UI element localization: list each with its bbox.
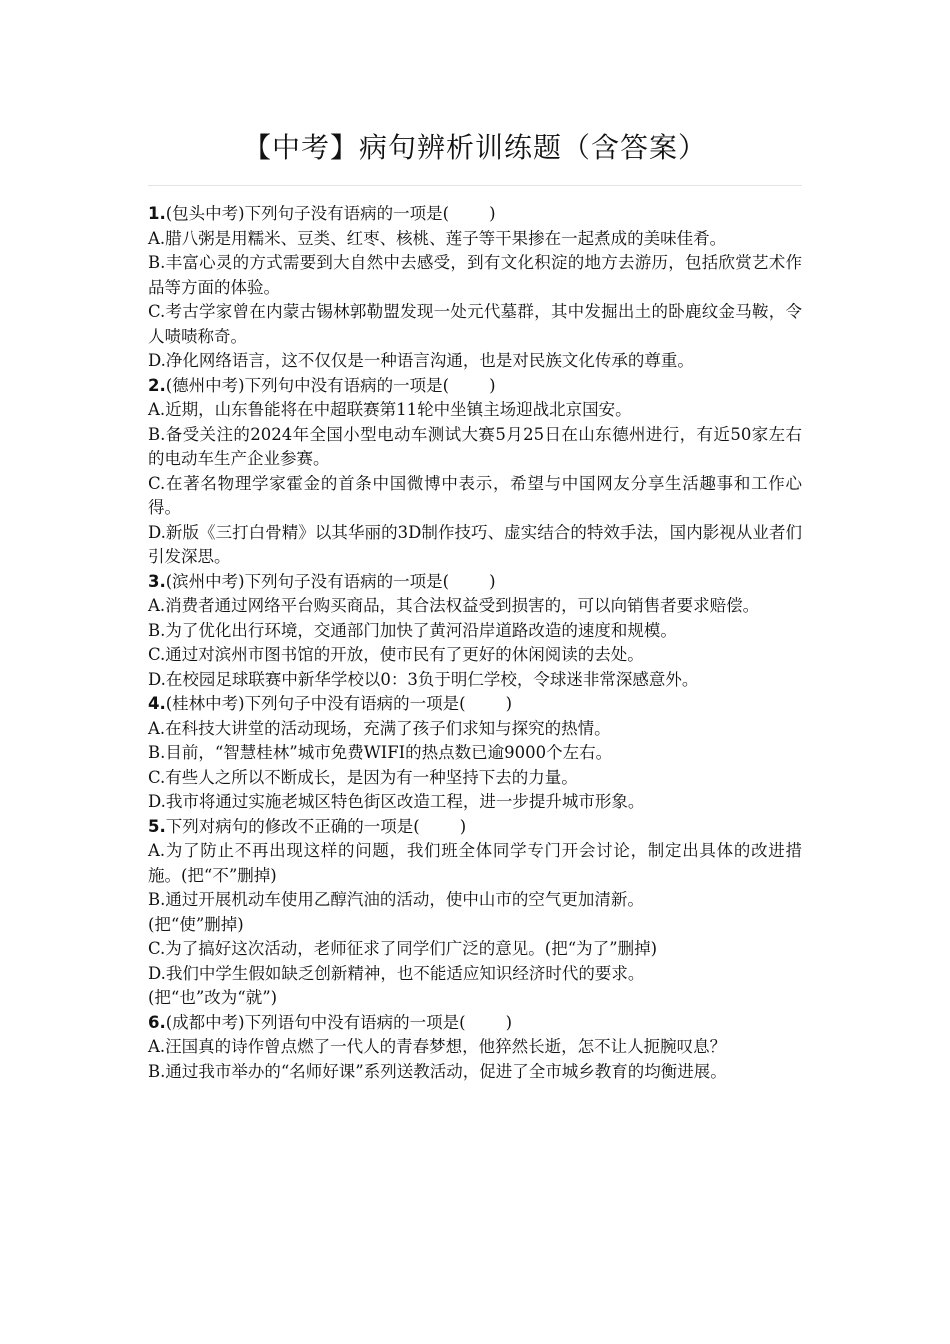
- question-list: [148, 202, 802, 1084]
- option-b: B.通过我市举办的“名师好课”系列送教活动，促进了全市城乡教育的均衡进展。: [148, 1061, 727, 1081]
- option-a: A.近期，山东鲁能将在中超联赛第11轮中坐镇主场迎战北京国安。: [148, 400, 632, 419]
- question-close-paren: ): [489, 204, 496, 223]
- option-d: D.在校园足球联赛中新华学校以0：3负于明仁学校，令球迷非常深感意外。: [148, 669, 699, 689]
- question-3: [148, 570, 802, 693]
- question-number: 2.: [148, 375, 166, 395]
- question-number: 4.: [148, 694, 166, 713]
- question-number: 6.: [148, 1012, 166, 1032]
- question-close-paren: ): [489, 375, 496, 395]
- option-b: B.丰富心灵的方式需要到大自然中去感受，到有文化积淀的地方去游历，包括欣赏艺术作品等方面的体验。: [148, 253, 802, 297]
- option-d: D.我市将通过实施老城区特色街区改造工程，进一步提升城市形象。: [148, 792, 645, 811]
- option-d: D.我们中学生假如缺乏创新精神，也不能适应知识经济时代的要求。: [148, 963, 645, 983]
- question-stem: [148, 374, 802, 399]
- answer-blank: [466, 692, 506, 717]
- title-divider: [148, 185, 802, 186]
- option-a: A.在科技大讲堂的活动现场，充满了孩子们求知与探究的热情。: [148, 718, 611, 738]
- option-a: A.为了防止不再出现这样的问题，我们班全体同学专门开会讨论，制定出具体的改进措施。(把“不”删掉): [148, 841, 802, 885]
- question-close-paren: ): [459, 816, 467, 836]
- question-close-paren: ): [489, 571, 496, 591]
- option-c: C.为了搞好这次活动，老师征求了同学们广泛的意见。(把“为了”删掉): [148, 939, 658, 958]
- option-d: D.新版《三打白骨精》以其华丽的3D制作技巧、虚实结合的特效手法，国内影视从业者们引发深思。: [148, 522, 802, 566]
- question-4: [148, 692, 802, 815]
- question-5: [148, 815, 802, 1011]
- question-text: (包头中考)下列句子没有语病的一项是(: [165, 204, 450, 223]
- document-title: 【中考】病句辨析训练题（含答案）: [242, 131, 707, 164]
- question-text: (桂林中考)下列句子中没有语病的一项是(: [165, 694, 466, 713]
- option-c: C.在著名物理学家霍金的首条中国微博中表示，希望与中国网友分享生活趣事和工作心得。: [148, 473, 802, 517]
- question-close-paren: ): [505, 1012, 512, 1032]
- option-d-note: (把“也”改为“就”): [148, 988, 278, 1007]
- question-text: (滨州中考)下列句子没有语病的一项是(: [165, 571, 450, 591]
- option-a: A.腊八粥是用糯米、豆类、红枣、核桃、莲子等干果掺在一起煮成的美味佳肴。: [148, 228, 727, 248]
- question-2: [148, 374, 802, 570]
- option-b: B.为了优化出行环境，交通部门加快了黄河沿岸道路改造的速度和规模。: [148, 620, 677, 640]
- question-stem: [148, 692, 802, 717]
- question-stem: [148, 202, 802, 227]
- option-a: A.消费者通过网络平台购买商品，其合法权益受到损害的，可以向销售者要求赔偿。: [148, 596, 760, 615]
- option-c: C.考古学家曾在内蒙古锡林郭勒盟发现一处元代墓群，其中发掘出土的卧鹿纹金马鞍，令人啧啧称奇。: [148, 302, 802, 346]
- question-number: 1.: [148, 204, 166, 223]
- question-number: 5.: [148, 816, 166, 836]
- question-text: (德州中考)下列句中没有语病的一项是(: [165, 375, 450, 395]
- question-stem: [148, 1011, 802, 1036]
- question-stem: [148, 815, 802, 840]
- question-1: [148, 202, 802, 374]
- option-b: B.目前，“智慧桂林”城市免费WIFI的热点数已逾9000个左右。: [148, 743, 613, 762]
- answer-blank: [420, 815, 460, 840]
- answer-blank: [449, 570, 489, 595]
- option-b: B.通过开展机动车使用乙醇汽油的活动，使中山市的空气更加清新。: [148, 890, 644, 909]
- question-text: 下列对病句的修改不正确的一项是(: [165, 816, 420, 836]
- question-stem: [148, 570, 802, 595]
- question-number: 3.: [148, 571, 166, 591]
- option-c: C.通过对滨州市图书馆的开放，使市民有了更好的休闲阅读的去处。: [148, 645, 644, 664]
- answer-blank: [466, 1011, 506, 1036]
- question-close-paren: ): [505, 694, 512, 713]
- question-6: [148, 1011, 802, 1085]
- option-c: C.有些人之所以不断成长，是因为有一种坚持下去的力量。: [148, 767, 578, 787]
- option-d: D.净化网络语言，这不仅仅是一种语言沟通，也是对民族文化传承的尊重。: [148, 351, 694, 370]
- question-text: (成都中考)下列语句中没有语病的一项是(: [165, 1012, 466, 1032]
- option-a: A.汪国真的诗作曾点燃了一代人的青春梦想，他猝然长逝，怎不让人扼腕叹息？: [148, 1037, 727, 1056]
- answer-blank: [449, 374, 489, 399]
- answer-blank: [449, 202, 489, 227]
- option-b: B.备受关注的2024年全国小型电动车测试大赛5月25日在山东德州进行，有近50家左右的电动车生产企业参赛。: [148, 424, 802, 468]
- option-b-note: (把“使”删掉): [148, 914, 244, 934]
